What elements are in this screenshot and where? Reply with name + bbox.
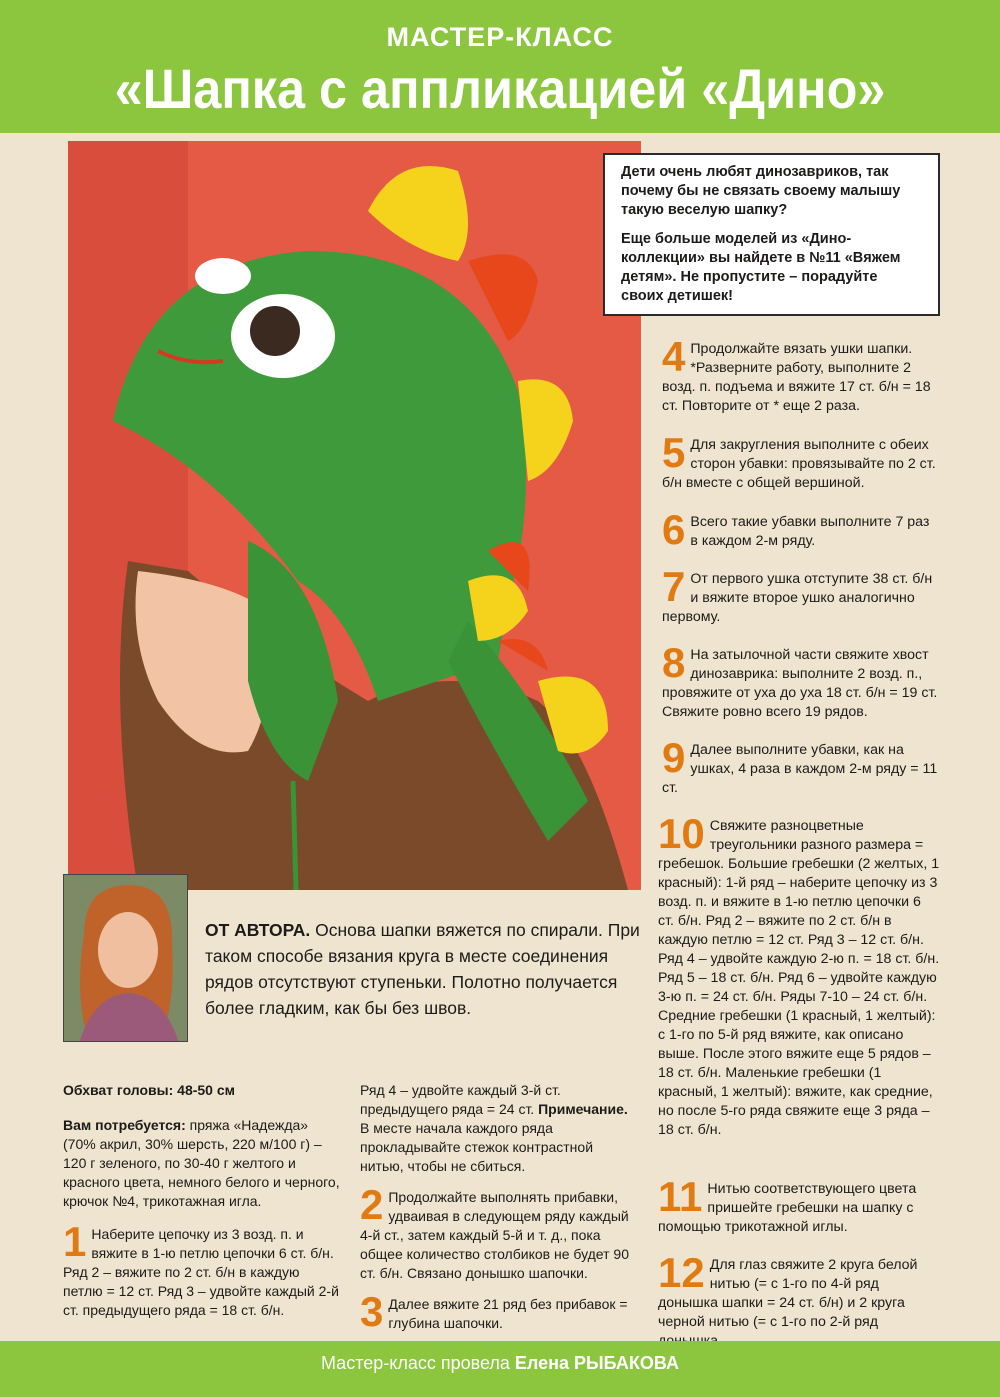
step-number: 6 [662,506,686,553]
step-text: Для глаз свяжите 2 круга белой нитью (= с 1-го по 4-й ряд донышка шапки = 24 ст. б/н) и 2 круга черной нитью (= с 1-го по 2-й ряд [658,1257,918,1330]
step-4 [662,333,940,416]
left-column [63,1081,343,1320]
step-number: 8 [662,639,686,686]
note-text: В месте начала каждого ряда прокладывайте стежок контрастной нитью, чтобы не сбиться. [360,1120,594,1174]
step-number: 9 [662,734,686,781]
step-10 [658,810,940,1140]
step-1-text: Наберите цепочку из 3 возд. п. и вяжите в 1-ю петлю цепочки 6 ст. б/н. Ряд 2 – вяжите по 2 ст. б/н в каждую петлю = 12 ст. Ряд 3 – удвойте каждый 2-й ст. предыдущего ряда = 18 ст. б/н. [63,1226,339,1318]
step-5 [662,429,940,493]
step-12 [658,1249,940,1351]
author-text: Основа шапки вяжется по спирали. При таком способе вязания круга в месте соединения рядов отсутствуют ступеньки. Полотно получается более гладким, как бы без швов. [205,920,640,1018]
kicker-label: МАСТЕР-КЛАСС [386,22,614,52]
row-4-text: Ряд 4 – удвойте каждый 3-й ст. предыдущего ряда = 24 ст. [360,1082,561,1117]
step-text: Продолжайте вязать ушки шапки. *Разверните работу, выполните 2 возд. п. подъема и вяжите 17 ст. б/н = 18 ст. Повторите от * еще 2 раза. [662,341,931,414]
head-size: Обхват головы: 48-50 см [63,1082,235,1098]
intro-paragraph-1: Дети очень любят динозавриков, так почему бы не связать своему малышу такую веселую шапку? [621,164,901,218]
step-11 [658,1173,940,1237]
step-7 [662,563,940,627]
middle-column [360,1081,638,1333]
page-title: «Шапка с аппликацией «Дино» [114,57,886,120]
step-text: Нитью соответствующего цвета пришейте гребешки на шапку с помощью трикотажной иглы. [658,1181,917,1235]
step-number: 1 [63,1218,87,1265]
step-number: 4 [662,333,686,380]
step-6 [662,506,940,553]
step-2-text: Продолжайте выполнять прибавки, удваивая в следующем ряду каждый 4-й ст., затем каждый 5-й и т. д., пока общее количество столбиков не будет 90 ст. б/н. Связано донышко шапочки. [360,1189,629,1281]
materials-text: пряжа «Надежда» (70% акрил, 30% шерсть, 220 м/100 г) – 120 г зеленого, по 30-40 г желтого и красного цвета, немного белого и черного, крючок №4, трикотажная игла. [63,1117,340,1209]
step-text: Для закругления выполните с обеих сторон убавки: провязывайте по 2 ст. б/н вместе с общей вершиной. [662,437,936,491]
step-3-text: Далее вяжите 21 ряд без прибавок = глубина шапочки. [388,1296,628,1331]
step-text: Далее выполните убавки, как на ушках, 4 раза в каждом 2-м ряду = 11 ст. [662,742,938,796]
step-text: На затылочной части свяжите хвост динозаврика: выполните 2 возд. п., провяжите от уха до уха 18 ст. б/н = 19 ст. Свяжите ровно всего 19 рядов. [662,647,938,720]
step-text: Свяжите разноцветные треугольники разного размера = гребешок. Большие гребешки (2 желтых, 1 красный): 1-й ряд – наберите цепочку из 3 возд. п. и вяжите в 1-ю петлю цепочки 6 ст. б/н. Ряд 2 – вяжите по 2 ст. б/н в каждую петлю = 12 ст. Ряд 3 – 12 ст. б/н. Ряд 4 – удвойте каждую 2-ю п. = 18 ст. б/н. Ряд 5 – 18 ст. б/н. Ряд 6 – удвойте каждую 3-ю п. = 24 ст. б/н. Ряды 7-10 – 24 ст. б/н. Средние гребешки (1 красный, 1 желтый): с 1-го по 5-й ряд вяжите, как описано выше. После этого вяжите еще 5 рядов – 18 ст. б/н. Маленькие гребешки (1 красный, 1 желтый): вяжите, как средние, но после 5-го ряда свяжите еще 3 ряда – 18 ст. б/н. [658,818,940,1138]
step-number: 12 [658,1249,705,1296]
hero-photo [68,141,641,890]
step-number: 7 [662,563,686,610]
step-text: От первого ушка отступите 38 ст. б/н и вяжите второе ушко аналогично первому. [662,571,933,625]
author-note [205,917,645,1021]
step-number: 11 [658,1173,703,1220]
intro-paragraph-2: Еще больше моделей из «Дино-коллекции» вы найдете в №11 «Вяжем детям». Не пропустите – порадуйте своих детишек! [621,231,901,304]
materials-label: Вам потребуется: [63,1117,186,1133]
header-banner [0,0,1000,133]
footer-author-name: Елена РЫБАКОВА [514,1353,679,1373]
intro-box [603,153,940,316]
author-label: ОТ АВТОРА. [205,920,311,940]
author-photo [63,874,188,1042]
step-number: 2 [360,1181,384,1228]
note-label: Примечание. [538,1101,628,1117]
footer-banner [0,1341,1000,1397]
step-9 [662,734,940,798]
footer-prefix: Мастер-класс провела [320,1353,510,1373]
step-text: Всего такие убавки выполните 7 раз в каждом 2-м ряду. [690,514,930,549]
step-number: 5 [662,429,686,476]
step-number: 10 [658,810,705,857]
step-8 [662,639,940,722]
step-number: 3 [360,1288,384,1335]
